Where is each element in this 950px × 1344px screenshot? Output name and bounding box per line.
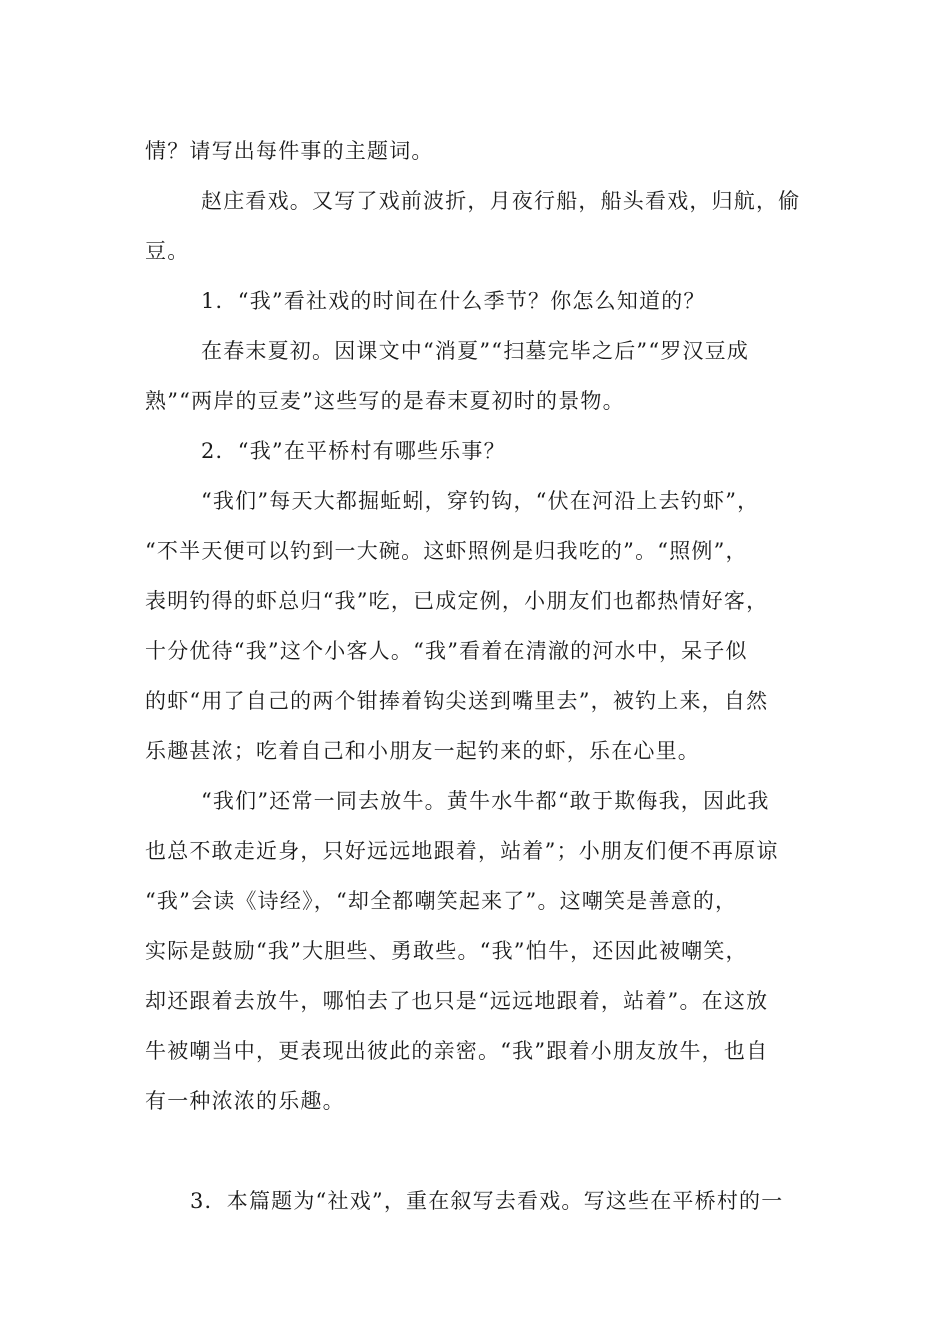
text-line: 表明钓得的虾总归“我”吃，已成定例，小朋友们也都热情好客， [145, 589, 769, 613]
text-line: 在春末夏初。因课文中“消夏”“扫墓完毕之后”“罗汉豆成 [201, 339, 750, 363]
text-line: 3．本篇题为“社戏”，重在叙写去看戏。写这些在平桥村的一 [190, 1189, 784, 1213]
text-line: “不半天便可以钓到一大碗。这虾照例是归我吃的”。“照例”， [145, 539, 748, 563]
text-line: 也总不敢走近身，只好远远地跟着，站着”；小朋友们便不再原谅 [145, 839, 779, 863]
text-line: 实际是鼓励“我”大胆些、勇敢些。“我”怕牛，还因此被嘲笑， [145, 939, 748, 963]
text-line: 牛被嘲当中，更表现出彼此的亲密。“我”跟着小朋友放牛，也自 [145, 1039, 769, 1063]
text-line: 豆。 [145, 239, 190, 263]
text-line: “我们”每天大都掘蚯蚓，穿钓钩，“伏在河沿上去钓虾”， [201, 489, 760, 513]
text-line: “我”会读《诗经》，“却全都嘲笑起来了”。这嘲笑是善意的， [145, 889, 738, 913]
text-line: 1．“我”看社戏的时间在什么季节？你怎么知道的？ [201, 289, 706, 313]
text-line: 赵庄看戏。又写了戏前波折，月夜行船，船头看戏，归航，偷 [201, 189, 801, 213]
text-line: 十分优待“我”这个小客人。“我”看着在清澈的河水中，呆子似 [145, 639, 748, 663]
text-line: 却还跟着去放牛，哪怕去了也只是“远远地跟着，站着”。在这放 [145, 989, 769, 1013]
text-line: 熟”“两岸的豆麦”这些写的是春末夏初时的景物。 [145, 389, 625, 413]
text-line: 2．“我”在平桥村有哪些乐事？ [201, 439, 506, 463]
text-line: “我们”还常一同去放牛。黄牛水牛都“敢于欺侮我，因此我 [201, 789, 770, 813]
text-line: 情？请写出每件事的主题词。 [145, 139, 434, 163]
text-line: 的虾“用了自己的两个钳捧着钩尖送到嘴里去”，被钓上来，自然 [145, 689, 769, 713]
text-line: 有一种浓浓的乐趣。 [145, 1089, 345, 1113]
text-line: 乐趣甚浓；吃着自己和小朋友一起钓来的虾，乐在心里。 [145, 739, 700, 763]
